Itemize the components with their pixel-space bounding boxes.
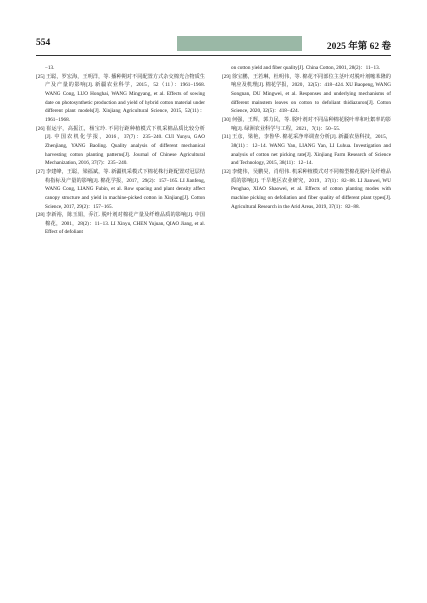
reference-continuation: on cotton yield and fiber quality[J]. China Cotton, 2001, 28(2)：11−13.: [231, 65, 380, 71]
page-header: [36, 36, 391, 52]
reference-32: [32] 李健伟，吴鹏昊，肖绍伟. 机采种植模式对不同棉型棉花脱叶及纤维品质的影响[J]. 干旱地区农业研究，2019，37(1)：82−88. LI Jianwei, WU Penghao, XIAO Shaowei, et al. Effects of cotton planting modes with machine picking on defoliation and fiber quality of different plant types[J]. Agricultural Research in the Arid Areas, 2019, 37(1)：82−88.: [222, 168, 391, 210]
left-column: [36, 64, 205, 237]
reference-30: [30] 何强，王辉，郭力民，等. 脱叶剂对不同品种棉花脱叶率和吐絮率的影响[J]. 绿洲农业科学与工程，2021，7(1)：50−55.: [222, 116, 391, 132]
page-number: 554: [36, 38, 51, 48]
right-column: [222, 64, 391, 211]
reference-29: [29] 徐宝鹏，王若琳，杜明伟，等. 棉花不同部位主茎叶对脱叶剂噻苯隆的响应及机理[J]. 棉花学报，2020，32(5)：418−424. XU Baopeng, WANG Songnan, DU Mingwei, et al. Responses and underlying mechanisms of different mainstem leaves on cotton to defoliant thidiazuron[J]. Cotton Science, 2020, 32(5)：418−424.: [222, 73, 391, 115]
reference-26: [26] 崔运宇，高振江，杨宝玲. 不同行距种植模式下机采棉品质比较分析[J]. 中国农机化学报，2016，37(7)：235−240. CUI Yunyu, GAO Zhenjiang, YANG Baoling. Quality analysis of different mechanical harvesting cotton planting patterns[J]. Journal of Chinese Agricultural Mechanization, 2016, 37(7)：235−240.: [36, 125, 205, 167]
header-rule: [36, 55, 391, 56]
reference-31: [31] 王彦，梁艳，李鲁华. 棉花采净率调查分析[J]. 新疆农垦科技，2015，38(11)：12−14. WANG Yan, LIANG Yan, LI Luhua. Investigation and analysis of cotton net picking rate[J]. Xinjiang Farm Research of Science and Technology, 2015, 38(11)：12−14.: [222, 134, 391, 167]
reference-25: [25] 王聪，罗宏海，王明洋，等. 播种期对不同配置方式杂交棉光合物质生产及产量的影响[J]. 新疆农业科学，2015，52（11）：1961−1968. WANG Cong, LUO Honghai, WANG Mingyang, et al. Effects of sowing date on photosynthetic production and yield of hybrid cotton material under different plant models[J]. Xinjiang Agricultural Science, 2015, 52(11)：1961−1968.: [36, 73, 205, 123]
header-color-band: [177, 36, 302, 51]
reference-28: [28] 李新裕，陈玉娟，乔江. 脱叶剂对棉花产量及纤维品质的影响[J]. 中国棉花，2001，28(2)：11−13. LI Xinyu, CHEN Yujuan, QIAO Jiang, et al. Effect of defoliant: [36, 212, 205, 236]
journal-volume: 2025 年第 62 卷: [326, 42, 391, 52]
reference-continuation: −13.: [45, 65, 55, 71]
reference-27: [27] 李建峰，王聪，梁福斌，等. 新疆机采模式下棉花株行距配置对冠层结构指标及产量的影响[J]. 棉花学报，2017，29(2)：157−165. LI Jianfeng, WANG Cong, LIANG Fubin, et al. Row spacing and plant density affect canopy structure and yield in machine-picked cotton in Xinjiang[J]. Cotton Science, 2017, 29(2)：157−165.: [36, 168, 205, 210]
